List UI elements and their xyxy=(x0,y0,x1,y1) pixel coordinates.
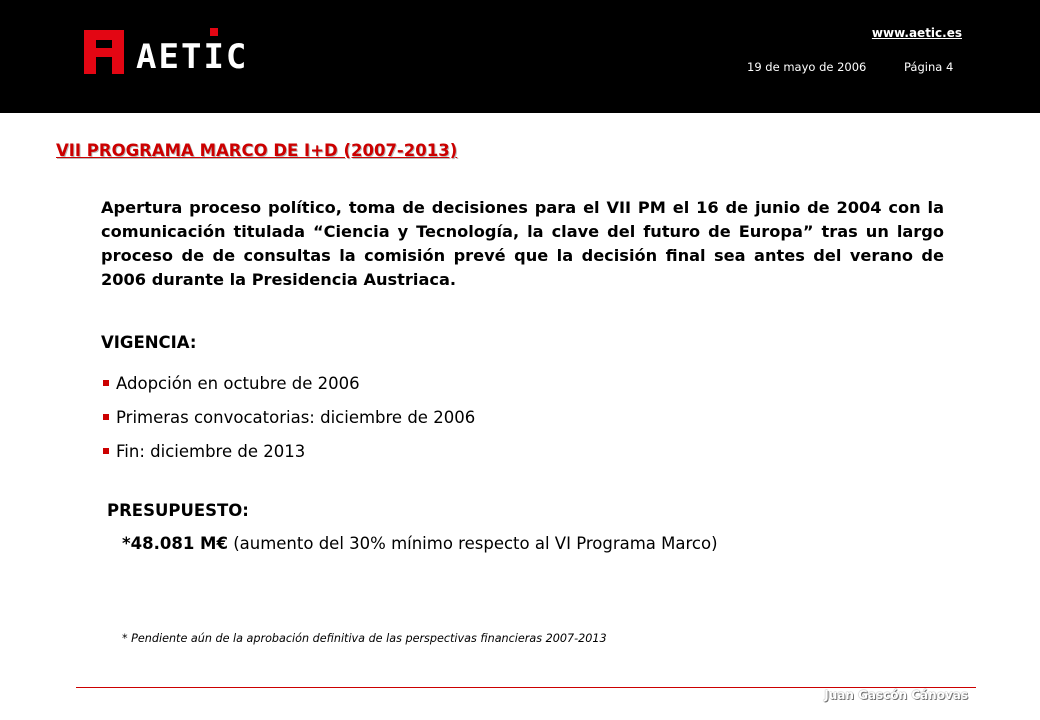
website-link[interactable]: www.aetic.es xyxy=(871,26,962,40)
header-bar xyxy=(0,0,1040,113)
list-item-text: Fin: diciembre de 2013 xyxy=(116,441,306,461)
list-item-text: Adopción en octubre de 2006 xyxy=(116,373,360,393)
footnote: * Pendiente aún de la aprobación definitiva de las perspectivas financieras 2007-2013 xyxy=(122,632,607,645)
bullet-square-icon xyxy=(103,380,109,386)
budget-amount: *48.081 M€ xyxy=(122,534,228,553)
list-item xyxy=(103,366,475,400)
presupuesto-heading: PRESUPUESTO: xyxy=(107,501,249,520)
logo-text-part: I xyxy=(203,37,226,77)
slide-date: 19 de mayo de 2006 xyxy=(747,60,867,74)
vigencia-list xyxy=(103,366,475,468)
logo-text-part: C xyxy=(225,37,249,77)
aetic-logo-text xyxy=(136,37,249,77)
logo-text-part: T xyxy=(180,37,204,77)
page-number: Página 4 xyxy=(904,60,954,74)
list-item-text: Primeras convocatorias: diciembre de 2006 xyxy=(116,407,476,427)
bullet-square-icon xyxy=(103,448,109,454)
vigencia-heading: VIGENCIA: xyxy=(101,333,197,352)
intro-paragraph: Apertura proceso político, toma de decisiones para el VII PM el 16 de junio de 2004 con la comunicación titulada “Ciencia y Tecnología, la clave del futuro de Europa” tras un largo proceso de de consultas la comisión prevé que la decisión final sea antes del verano de 2006 durante la Presidencia Austriaca. xyxy=(101,198,944,289)
bullet-square-icon xyxy=(103,414,109,420)
logo-text-part: AE xyxy=(136,37,181,77)
list-item xyxy=(103,434,475,468)
budget-line xyxy=(122,534,718,553)
aetic-logo-mark-icon xyxy=(84,30,124,74)
slide-title: VII PROGRAMA MARCO DE I+D (2007-2013) xyxy=(56,141,458,160)
budget-detail: (aumento del 30% mínimo respecto al VI Programa Marco) xyxy=(227,534,718,553)
aetic-logo xyxy=(84,30,249,77)
list-item xyxy=(103,400,475,434)
author-name: Juan Gascón Cánovas xyxy=(824,688,968,702)
